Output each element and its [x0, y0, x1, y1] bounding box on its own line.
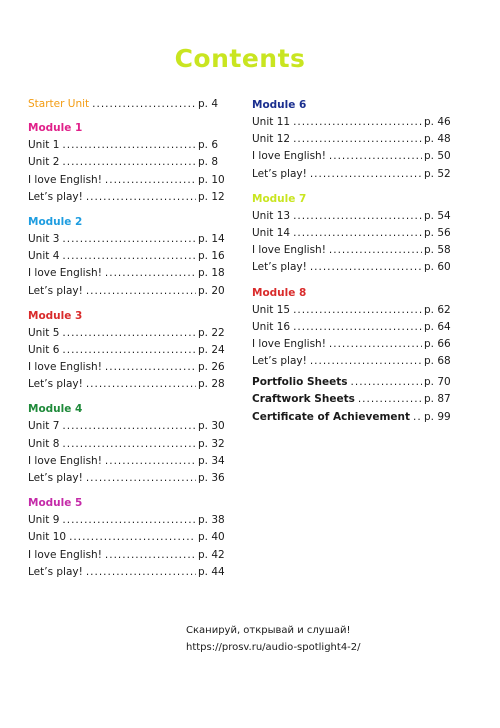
toc-entry[interactable]: [28, 283, 226, 300]
footer-url[interactable]: https://prosv.ru/audio-spotlight4-2/: [186, 642, 361, 653]
leader-dots: [105, 453, 196, 470]
entry-page: p. 44: [198, 565, 225, 578]
leader-dots: [62, 325, 196, 342]
entry-name: I love English!: [28, 361, 102, 374]
leader-dots: [62, 418, 196, 435]
leader-dots: [358, 391, 422, 408]
entry-name: Unit 13: [252, 209, 291, 222]
module-heading: Module 6: [252, 99, 307, 111]
entry-page: p. 22: [198, 326, 225, 339]
entry-name: Unit 16: [252, 320, 291, 333]
leader-dots: [86, 283, 196, 300]
entry-name: I love English!: [28, 548, 102, 561]
entry-name: Unit 15: [252, 303, 291, 316]
entry-page: p. 60: [424, 261, 451, 274]
entry-name: Unit 8: [28, 437, 60, 450]
entry-page: p. 18: [198, 267, 225, 280]
toc-entry[interactable]: [28, 231, 226, 248]
leader-dots: [62, 436, 196, 453]
toc-entry[interactable]: [28, 376, 226, 393]
entry-name: Let’s play!: [252, 261, 307, 274]
entry-page: p. 8: [198, 156, 219, 169]
toc-entry[interactable]: [252, 391, 452, 408]
entry-name: Unit 7: [28, 420, 60, 433]
entry-name: Let’s play!: [252, 355, 307, 368]
toc-entry[interactable]: [28, 154, 226, 171]
entry-page: p. 36: [198, 472, 225, 484]
toc-entry[interactable]: [252, 319, 452, 336]
entry-name: Unit 2: [28, 156, 60, 169]
leader-dots: [293, 114, 422, 131]
leader-dots: [310, 166, 422, 183]
module-heading: Module 1: [28, 122, 83, 135]
module-heading: Module 4: [28, 403, 83, 416]
entry-name: I love English!: [28, 454, 102, 467]
toc-entry[interactable]: [28, 248, 226, 265]
entry-name: I love English!: [252, 150, 326, 163]
leader-dots: [293, 131, 422, 148]
entry-name: Let’s play!: [252, 167, 307, 180]
toc-entry[interactable]: [28, 529, 226, 546]
entry-page: p. 66: [424, 337, 451, 350]
entry-name: Let’s play!: [28, 472, 83, 484]
entry-name: Unit 6: [28, 343, 60, 356]
entry-name: Let’s play!: [28, 565, 83, 578]
leader-dots: [86, 376, 196, 393]
contents-left-column: [28, 96, 226, 585]
entry-page: p. 62: [424, 303, 451, 316]
entry-page: p. 58: [424, 244, 451, 257]
toc-entry[interactable]: [28, 470, 226, 487]
entry-name: Let’s play!: [28, 378, 83, 391]
toc-entry[interactable]: [28, 453, 226, 470]
entry-name: I love English!: [28, 173, 102, 186]
toc-entry[interactable]: [252, 242, 452, 259]
toc-entry[interactable]: [252, 374, 452, 391]
toc-entry[interactable]: [252, 409, 452, 426]
entry-page: p. 14: [198, 232, 225, 245]
toc-entry[interactable]: [252, 259, 452, 276]
module-heading: Module 3: [28, 309, 83, 322]
leader-dots: [86, 564, 196, 581]
entry-page: p. 64: [424, 320, 451, 333]
toc-entry[interactable]: [252, 131, 452, 148]
entry-page: p. 6: [198, 139, 219, 152]
entry-name: Unit 11: [252, 116, 291, 128]
footer-slogan: Сканируй, открывай и слушай!: [186, 625, 351, 636]
entry-page: p. 48: [424, 133, 451, 146]
entry-name: Unit 10: [28, 531, 67, 544]
toc-entry[interactable]: [28, 564, 226, 581]
entry-page: p. 38: [198, 514, 225, 527]
entry-name: I love English!: [252, 244, 326, 257]
leader-dots: [351, 374, 422, 391]
entry-page: p. 26: [198, 361, 225, 374]
entry-page: p. 40: [198, 531, 225, 544]
leader-dots: [105, 359, 196, 376]
leader-dots: [329, 148, 422, 165]
toc-entry[interactable]: [252, 302, 452, 319]
entry-page: p. 52: [424, 167, 451, 180]
entry-page: p. 10: [198, 173, 225, 186]
entry-page: p. 56: [424, 226, 451, 239]
toc-entry[interactable]: [252, 208, 452, 225]
leader-dots: [92, 96, 196, 113]
entry-name: Portfolio Sheets: [252, 376, 348, 389]
entry-page: p. 99: [424, 410, 451, 423]
entry-name: Let’s play!: [28, 284, 83, 297]
entry-page: p. 20: [198, 284, 225, 297]
entry-page: p. 16: [198, 250, 225, 263]
entry-page: p. 34: [198, 454, 225, 467]
leader-dots: [62, 231, 196, 248]
leader-dots: [62, 248, 196, 265]
starter-unit-entry[interactable]: [28, 96, 226, 113]
entry-page: p. 28: [198, 378, 225, 391]
leader-dots: [62, 512, 196, 529]
entry-page: p. 70: [424, 376, 451, 389]
leader-dots: [105, 265, 196, 282]
entry-page: p. 30: [198, 420, 225, 433]
entry-page: p. 50: [424, 150, 451, 163]
leader-dots: [413, 409, 422, 426]
toc-entry[interactable]: [28, 547, 226, 564]
entry-name: Unit 12: [252, 133, 291, 146]
leader-dots: [310, 259, 422, 276]
leader-dots: [62, 342, 196, 359]
module-heading: Module 7: [252, 192, 307, 205]
entry-name: Unit 3: [28, 232, 60, 245]
entry-name: Unit 14: [252, 226, 291, 239]
entry-name: Unit 9: [28, 514, 60, 527]
leader-dots: [293, 319, 422, 336]
entry-page: p. 12: [198, 190, 225, 203]
entry-page: p. 42: [198, 548, 225, 561]
entry-page: p. 87: [424, 393, 451, 406]
entry-page: p. 68: [424, 355, 451, 368]
contents-right-column: [252, 96, 452, 426]
toc-entry[interactable]: [28, 172, 226, 189]
toc-entry[interactable]: [28, 137, 226, 154]
leader-dots: [69, 529, 196, 546]
entry-page: p. 46: [424, 116, 451, 128]
toc-entry[interactable]: [28, 265, 226, 282]
entry-page: p. 54: [424, 209, 451, 222]
entry-name: Starter Unit: [28, 98, 90, 110]
leader-dots: [293, 225, 422, 242]
entry-name: Unit 5: [28, 326, 60, 339]
toc-entry[interactable]: [252, 225, 452, 242]
toc-entry[interactable]: [252, 166, 452, 183]
toc-entry[interactable]: [28, 512, 226, 529]
toc-entry[interactable]: [28, 359, 226, 376]
toc-entry[interactable]: [28, 436, 226, 453]
entry-page: p. 32: [198, 437, 225, 450]
leader-dots: [293, 302, 422, 319]
leader-dots: [62, 154, 196, 171]
toc-entry[interactable]: [28, 325, 226, 342]
toc-entry[interactable]: [252, 114, 452, 131]
entry-name: Craftwork Sheets: [252, 393, 355, 406]
entry-name: I love English!: [252, 337, 326, 350]
page-title: Contents: [174, 44, 306, 73]
leader-dots: [329, 242, 422, 259]
leader-dots: [62, 137, 196, 154]
audio-footer: [186, 622, 361, 656]
leader-dots: [105, 172, 196, 189]
toc-entry[interactable]: [28, 342, 226, 359]
toc-entry[interactable]: [28, 418, 226, 435]
toc-entry[interactable]: [252, 148, 452, 165]
entry-page: p. 4: [198, 98, 219, 110]
module-heading: Module 5: [28, 497, 83, 510]
toc-entry[interactable]: [252, 336, 452, 353]
entry-name: Unit 1: [28, 139, 60, 152]
entry-name: Certificate of Achievement: [252, 410, 411, 423]
leader-dots: [329, 336, 422, 353]
entry-name: I love English!: [28, 267, 102, 280]
module-heading: Module 8: [252, 286, 307, 299]
leader-dots: [310, 353, 422, 370]
leader-dots: [293, 208, 422, 225]
leader-dots: [105, 547, 196, 564]
leader-dots: [86, 189, 196, 206]
entry-name: Unit 4: [28, 250, 60, 263]
module-heading: Module 2: [28, 215, 83, 228]
entry-page: p. 24: [198, 343, 225, 356]
toc-entry[interactable]: [252, 353, 452, 370]
toc-entry[interactable]: [28, 189, 226, 206]
entry-name: Let’s play!: [28, 190, 83, 203]
leader-dots: [86, 470, 196, 487]
